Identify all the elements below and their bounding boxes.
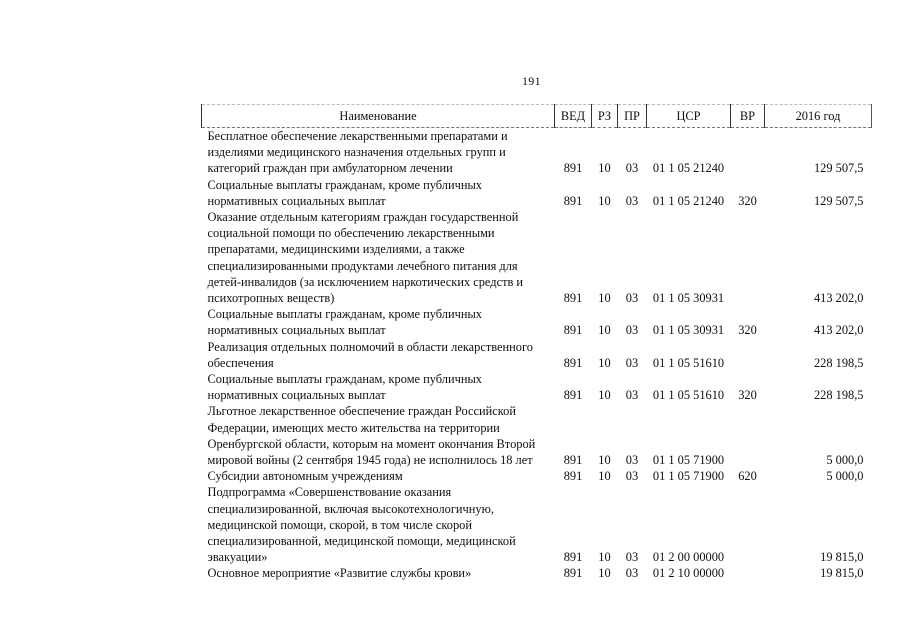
row-sum: 413 202,0 <box>813 291 864 306</box>
row-pr: 03 <box>625 355 639 370</box>
header-csr: ЦСР <box>647 105 731 128</box>
row-pr: 03 <box>625 291 639 306</box>
row-vr: 320 <box>738 388 757 403</box>
row-sum: 5 000,0 <box>826 469 864 484</box>
row-name: Подпрограмма «Совершенствование оказания специализированной, включая высокотехнологичную, медицинской помощи, скорой, в том числе скорой специализированной, медицинской помощи, медицинской эвакуации» <box>207 485 516 565</box>
row-csr: 01 2 10 00000 <box>652 566 725 581</box>
row-name: Льготное лекарственное обеспечение граждан Российской Федерации, имеющих место жительства на территории Оренбургской области, которым на момент окончания Второй мировой войны (2 сентября 1945 года) не исполнилось 18 лет <box>207 404 536 468</box>
header-sum: 2016 год <box>765 105 872 128</box>
row-ved: 891 <box>563 388 583 403</box>
table-row <box>202 209 872 306</box>
row-csr: 01 1 05 30931 <box>652 323 725 338</box>
row-sum: 129 507,5 <box>813 193 864 208</box>
row-ved: 891 <box>563 323 583 338</box>
header-ved: ВЕД <box>555 105 592 128</box>
row-rz: 10 <box>598 161 611 176</box>
row-vr: 320 <box>738 193 757 208</box>
row-rz: 10 <box>598 193 611 208</box>
row-ved: 891 <box>563 566 583 581</box>
table-row <box>202 403 872 468</box>
row-csr: 01 1 05 71900 <box>652 453 725 468</box>
row-vr: 320 <box>738 323 757 338</box>
row-rz: 10 <box>598 550 611 565</box>
table-row <box>202 468 872 484</box>
table-header-row <box>202 105 872 128</box>
row-name: Основное мероприятие «Развитие службы крови» <box>207 566 472 581</box>
row-rz: 10 <box>598 469 611 484</box>
table-row <box>202 339 872 371</box>
row-csr: 01 1 05 21240 <box>652 161 725 176</box>
budget-table <box>201 104 872 582</box>
row-rz: 10 <box>598 323 611 338</box>
row-ved: 891 <box>563 193 583 208</box>
row-csr: 01 1 05 51610 <box>652 388 725 403</box>
row-csr: 01 1 05 51610 <box>652 355 725 370</box>
table-row <box>202 565 872 581</box>
row-rz: 10 <box>598 566 611 581</box>
row-rz: 10 <box>598 388 611 403</box>
row-ved: 891 <box>563 469 583 484</box>
row-csr: 01 1 05 30931 <box>652 291 725 306</box>
row-sum: 5 000,0 <box>826 453 864 468</box>
table-row <box>202 306 872 338</box>
row-ved: 891 <box>563 291 583 306</box>
row-name: Оказание отдельным категориям граждан государственной социальной помощи по обеспечению лекарственными препаратами, медицинскими изделиями, а также специализированными продуктами лечебного питания для детей-инвалидов (за исключением наркотических средств и психотропных веществ) <box>207 210 524 306</box>
page-number: 191 <box>522 74 541 88</box>
row-csr: 01 2 00 00000 <box>652 550 725 565</box>
row-pr: 03 <box>625 193 639 208</box>
row-sum: 19 815,0 <box>820 566 864 581</box>
header-pr: ПР <box>618 105 647 128</box>
row-vr <box>731 403 765 468</box>
row-pr: 03 <box>625 388 639 403</box>
header-vr: ВР <box>731 105 765 128</box>
row-sum: 129 507,5 <box>813 161 864 176</box>
row-sum: 228 198,5 <box>813 355 864 370</box>
row-name: Социальные выплаты гражданам, кроме публичных нормативных социальных выплат <box>207 177 482 208</box>
row-pr: 03 <box>625 453 639 468</box>
row-vr <box>731 209 765 306</box>
row-name: Реализация отдельных полномочий в области лекарственного обеспечения <box>207 339 533 370</box>
table-row <box>202 371 872 403</box>
table-row <box>202 484 872 565</box>
table-row <box>202 177 872 209</box>
row-vr <box>731 339 765 371</box>
header-name: Наименование <box>202 105 555 128</box>
row-vr <box>731 128 765 177</box>
row-pr: 03 <box>625 550 639 565</box>
row-name: Социальные выплаты гражданам, кроме публичных нормативных социальных выплат <box>207 372 482 403</box>
row-rz: 10 <box>598 355 611 370</box>
row-csr: 01 1 05 71900 <box>652 469 725 484</box>
row-pr: 03 <box>625 469 639 484</box>
row-sum: 19 815,0 <box>820 550 864 565</box>
row-vr: 620 <box>738 469 757 484</box>
table-row <box>202 128 872 177</box>
row-ved: 891 <box>563 453 583 468</box>
row-ved: 891 <box>563 161 583 176</box>
row-ved: 891 <box>563 355 583 370</box>
row-pr: 03 <box>625 323 639 338</box>
row-ved: 891 <box>563 550 583 565</box>
row-rz: 10 <box>598 453 611 468</box>
header-rz: РЗ <box>592 105 618 128</box>
row-name: Социальные выплаты гражданам, кроме публичных нормативных социальных выплат <box>207 307 482 338</box>
row-name: Бесплатное обеспечение лекарственными препаратами и изделиями медицинского назначения отдельных групп и категорий граждан при амбулаторном лечении <box>207 129 508 176</box>
row-pr: 03 <box>625 566 639 581</box>
row-pr: 03 <box>625 161 639 176</box>
row-rz: 10 <box>598 291 611 306</box>
row-vr <box>731 484 765 565</box>
row-name: Субсидии автономным учреждениям <box>207 469 403 484</box>
row-sum: 228 198,5 <box>813 388 864 403</box>
row-sum: 413 202,0 <box>813 323 864 338</box>
row-vr <box>731 565 765 581</box>
row-csr: 01 1 05 21240 <box>652 193 725 208</box>
